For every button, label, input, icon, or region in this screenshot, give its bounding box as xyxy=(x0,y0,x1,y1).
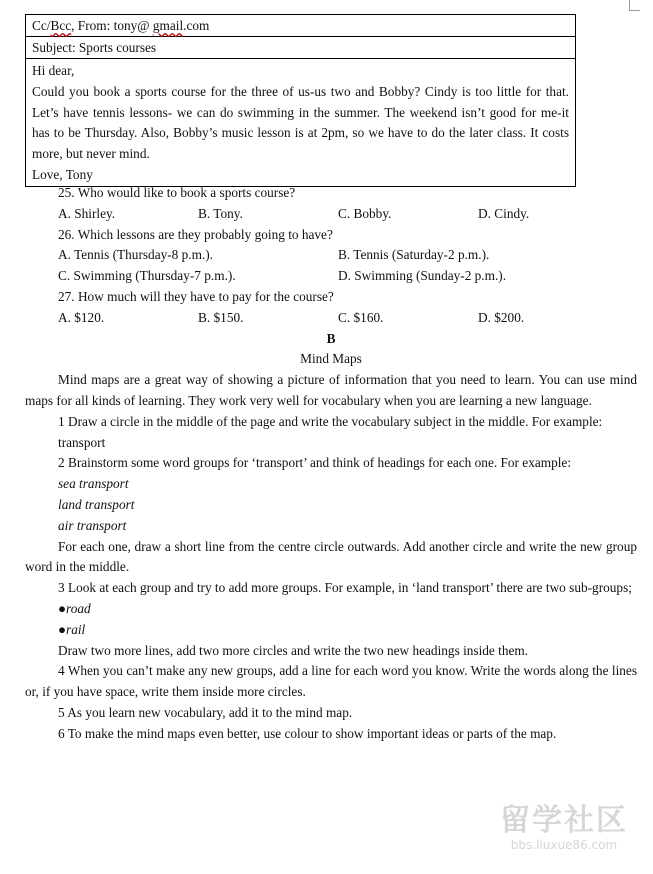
step-6: 6 To make the mind maps even better, use colour to show important ideas or parts of the map. xyxy=(58,725,557,741)
option: C. Bobby. xyxy=(338,205,392,221)
from-suffix: .com xyxy=(183,18,210,33)
question-26-options-row1 xyxy=(25,245,637,266)
question-26-stem: 26. Which lessons are they probably going to have? xyxy=(58,226,333,242)
step-1-example: transport xyxy=(58,434,106,450)
option: B. $150. xyxy=(198,309,244,325)
option: D. $200. xyxy=(478,309,525,325)
step-1: 1 Draw a circle in the middle of the page and write the vocabulary subject in the middle. For example: xyxy=(58,413,603,429)
email-greeting: Hi dear, xyxy=(32,63,75,78)
question-25-options xyxy=(25,204,637,225)
page-corner-mark xyxy=(629,0,640,11)
section-label: B xyxy=(326,330,336,346)
email-signoff: Love, Tony xyxy=(32,166,93,182)
question-25-stem: 25. Who would like to book a sports course? xyxy=(58,185,296,200)
option: A. Tennis (Thursday-8 p.m.). xyxy=(58,247,214,263)
option: C. Swimming (Thursday-7 p.m.). xyxy=(58,268,236,284)
from-prefix: , From: tony@ xyxy=(71,18,153,33)
email-body-text: Could you book a sports course for the three of us-us two and Bobby? Cindy is too little for that. Let’s have tennis lessons- we can do swimming in the summer. The weekend isn’t good for me-it has to be Thursday. Also, Bobby’s music lesson is at 2pm, so we have to do the later class. It costs more, but never mind. xyxy=(32,83,569,162)
document-content xyxy=(25,183,637,745)
option: D. Swimming (Sunday-2 p.m.). xyxy=(338,268,507,284)
email-subject: Subject: Sports courses xyxy=(26,37,575,59)
watermark-logo xyxy=(489,804,639,852)
option: B. Tennis (Saturday-2 p.m.). xyxy=(338,247,490,263)
from-domain: gmail xyxy=(152,18,184,33)
step-3-follow: Draw two more lines, add two more circles and write the two new headings inside them. xyxy=(58,642,529,658)
option: D. Cindy. xyxy=(478,205,530,221)
option: C. $160. xyxy=(338,309,384,325)
step-2-example: sea transport xyxy=(58,476,129,492)
option: A. Shirley. xyxy=(58,205,116,221)
step-5: 5 As you learn new vocabulary, add it to the mind map. xyxy=(58,704,353,720)
step-2-example: land transport xyxy=(58,496,135,512)
watermark-url: bbs.liuxue86.com xyxy=(510,838,618,852)
email-box xyxy=(25,14,576,187)
option: B. Tony. xyxy=(198,205,243,221)
passage-title: Mind Maps xyxy=(300,351,362,367)
option: A. $120. xyxy=(58,309,105,325)
watermark-main-text: 留学社区 xyxy=(500,803,628,838)
email-body-block xyxy=(26,59,575,186)
email-cc-from-row xyxy=(26,15,575,37)
step-3-bullet: ●road xyxy=(58,600,91,616)
step-2-example: air transport xyxy=(58,517,127,533)
bcc-word: Bcc xyxy=(50,18,72,33)
step-2-follow: For each one, draw a short line from the centre circle outwards. Add another circle and write the new group word in the middle. xyxy=(25,538,637,575)
passage-intro: Mind maps are a great way of showing a picture of information that you need to learn. You can use mind maps for all kinds of learning. They work very well for vocabulary when you are learning a new language. xyxy=(25,372,637,408)
question-27-options xyxy=(25,308,637,329)
step-3-bullet: ●rail xyxy=(58,621,86,637)
step-3: 3 Look at each group and try to add more groups. For example, in ‘land transport’ there are two sub-groups; xyxy=(58,580,632,596)
question-27-stem: 27. How much will they have to pay for the course? xyxy=(58,288,334,304)
question-26-options-row2 xyxy=(25,266,637,287)
step-2: 2 Brainstorm some word groups for ‘transport’ and think of headings for each one. For example: xyxy=(58,455,572,471)
step-4: 4 When you can’t make any new groups, add a line for each word you know. Write the words along the lines or, if you have space, write them inside more circles. xyxy=(25,663,637,700)
cc-prefix: Cc/ xyxy=(32,18,51,33)
